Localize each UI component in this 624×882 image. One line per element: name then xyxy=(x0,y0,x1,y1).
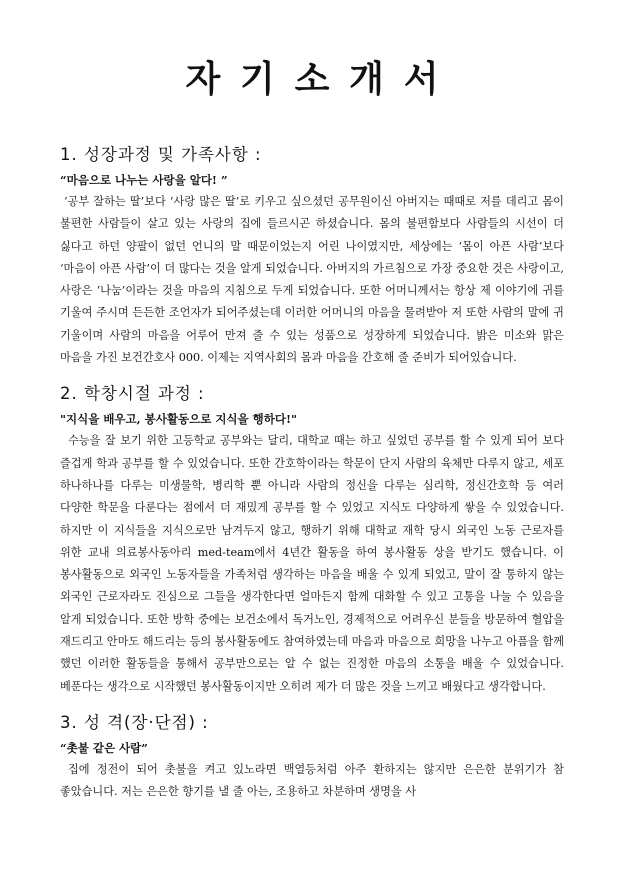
section-heading: 2. 학창시절 과정 : xyxy=(60,384,205,404)
document-title: 자기소개서 xyxy=(185,59,459,100)
section-heading: 3. 성 격(장·단점) : xyxy=(60,712,209,732)
section-body: 수능을 잘 보기 위한 고등학교 공부와는 달리, 대학교 때는 하고 싶었던 공부를 할 수 있게 되어 보다 즐겁게 학과 공부를 할 수 있었습니다. 또한 간호학이라는 학문이 단지 사람의 육체만 다루지 않고, 세포 하나하나를 다루는 미생물학, 병리학 뿐 아니라 사람의 정신을 다루는 심리학, 정신간호학 등 여러 다양한 학문을 다룬다는 점에서 더 재밌게 공부를 할 수 있었고 지식도 다양하게 쌓을 수 있었습니다. 하지만 이 지식들을 지식으로만 남겨두지 않고, 행하기 위해 대학교 재학 당시 외국인 노동 근로자를 위한 교내 의료봉사동아리 med-team에서 4년간 활동을 하여 봉사활동 상을 받기도 했습니다. 이 봉사활동으로 외국인 노동자들을 가족처럼 생각하는 마음을 배울 수 있게 되었고, 말이 잘 통하지 않는 외국인 근로자라도 진심으로 그들을 생각한다면 얼마든지 함께 대화할 수 있고 고통을 나눌 수 있음을 알게 되었습니다. 또한 방학 중에는 보건소에서 독거노인, 경제적으로 어려우신 분들을 방문하여 혈압을 재드리고 안마도 해드리는 등의 봉사활동에도 참여하였는데 마음과 마음으로 희망을 나누고 아픔을 함께 했던 이러한 활동들을 통해서 공부만으로는 알 수 없는 진정한 마음의 소통을 배울 수 있었습니다. 베푼다는 생각으로 시작했던 봉사활동이지만 오히려 제가 더 많은 것을 느끼고 배웠다고 생각합니다. xyxy=(60,434,564,693)
section-personality xyxy=(60,711,564,804)
section-subtitle: “촛불 같은 사람” xyxy=(60,740,148,755)
section-growth-family xyxy=(60,143,564,369)
section-body: 집에 정전이 되어 촛불을 켜고 있노라면 백열등처럼 아주 환하지는 않지만 은은한 분위기가 참 좋았습니다. 저는 은은한 향기를 낼 줄 아는, 조용하고 차분하며 생명을 사 xyxy=(60,762,564,799)
section-subtitle: "지식을 배우고, 봉사활동으로 지식을 행하다!" xyxy=(60,412,298,427)
section-subtitle: “마음으로 나누는 사랑을 알다! ” xyxy=(60,173,228,187)
section-heading: 1. 성장과정 및 가족사항 : xyxy=(60,145,262,164)
section-school-years xyxy=(60,382,564,698)
section-body: ‘공부 잘하는 딸’보다 ‘사랑 많은 딸’로 키우고 싶으셨던 공무원이신 아버지는 때때로 저를 데리고 몸이 불편한 사람들이 살고 있는 사랑의 집에 들르시곤 하셨습니다. 몸의 불편함보다 사람들의 시선이 더 싫다고 하던 양팔이 없던 언니의 말 때문이었는지 어린 나이였지만, 세상에는 ‘몸이 아픈 사람’보다 ‘마음이 아픈 사람’이 더 많다는 것을 알게 되었습니다. 아버지의 가르침으로 가장 중요한 것은 사랑이고, 사랑은 ‘나눔’이라는 것을 마음의 지침으로 두게 되었습니다. 또한 어머니께서는 항상 제 이야기에 귀를 기울여 주시며 든든한 조언자가 되어주셨는데 이러한 어머니의 마음을 물려받아 저 또한 사람의 말에 귀 기울이며 사람의 마음을 어루어 만져 줄 수 있는 성품으로 성장하게 되었습니다. 밝은 미소와 맑은 마음을 가진 보건간호사 000. 이제는 지역사회의 몸과 마음을 간호해 줄 준비가 되어있습니다. xyxy=(60,195,564,365)
